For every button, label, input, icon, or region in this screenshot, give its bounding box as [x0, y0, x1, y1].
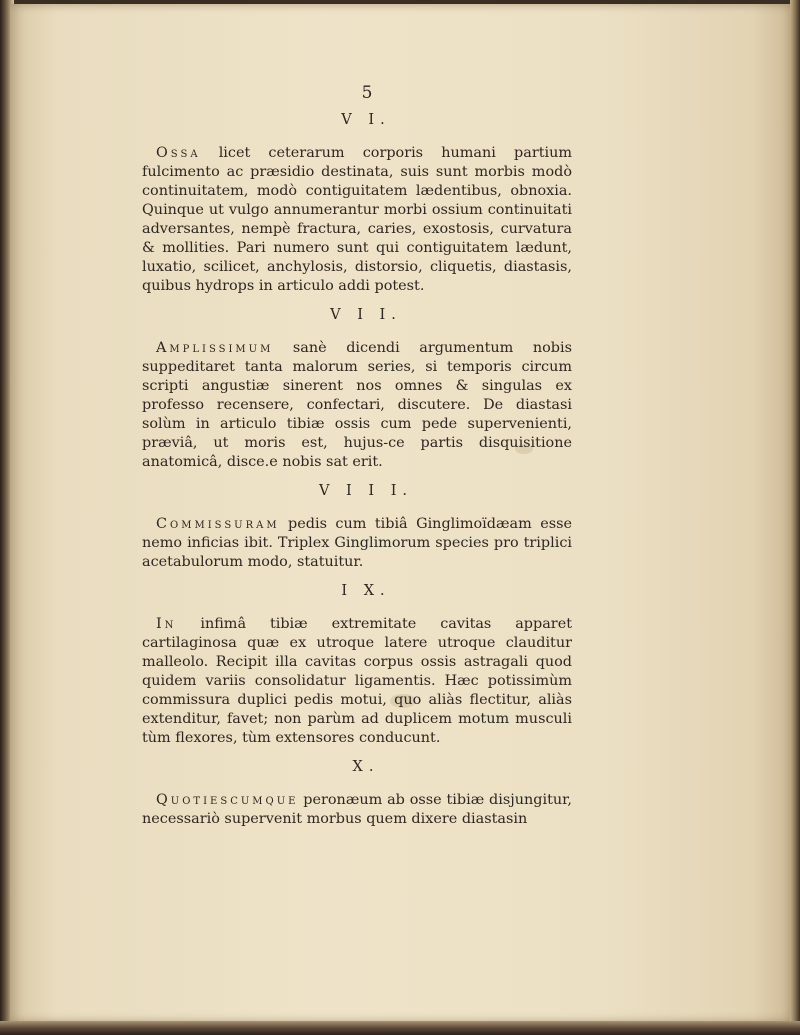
paragraph-vi — [142, 144, 572, 296]
paragraph-body: pedis cum tibiâ Ginglimoïdæam esse nemo inficias ibit. Triplex Ginglimorum species pro triplici acetabulorum modo, statuitur. — [142, 516, 572, 570]
section-heading-vii: V I I. — [330, 307, 402, 323]
section-heading-viii: V I I I. — [318, 483, 414, 499]
paragraph-body: peronæum ab osse tibiæ disjungitur, necessariò supervenit morbus quem dixere diastasin — [142, 792, 572, 827]
lead-word: Commissuram — [156, 516, 280, 532]
page-edge-right — [790, 0, 800, 1035]
paragraph-x — [142, 791, 572, 829]
page-text — [142, 78, 572, 839]
section-heading-vi: V I. — [341, 112, 391, 128]
page-number: 5 — [361, 83, 373, 103]
section-heading-ix: I X. — [341, 583, 391, 599]
paragraph-body: sanè dicendi argumentum nobis suppeditaret tanta malorum series, si temporis circum scripti angustiæ sinerent nos omnes & singulas ex professo recensere, confectari, discutere. De diastasi solùm in articulo tibiæ ossis cum pede supervenienti, præviâ, ut moris est, hujus-ce partis disquisitione anatomicâ, disce.e nobis sat erit. — [142, 340, 572, 470]
page-edge-bottom — [0, 1021, 800, 1035]
paragraph-vii — [142, 339, 572, 472]
lead-word: In — [156, 616, 177, 632]
paragraph-body: infimâ tibiæ extremitate cavitas apparet cartilaginosa quæ ex utroque latere utroque clauditur malleolo. Recipit illa cavitas corpus ossis astragali quod quidem variis consolidatur ligamentis. Hæc potissimùm commissura duplici pedis motui, quo aliàs flectitur, aliàs extenditur, favet; non parùm ad duplicem motum musculi tùm flexores, tùm extensores conducunt. — [142, 616, 572, 746]
lead-word: Quotiescumque — [156, 792, 299, 808]
lead-word: Amplissimum — [156, 340, 274, 356]
lead-word: Ossa — [156, 145, 201, 161]
paragraph-body: licet ceterarum corporis humani partium fulcimento ac præsidio destinata, suis sunt morbis modò continuitatem, modò contiguitatem lædentibus, obnoxia. Quinque ut vulgo annumerantur morbi ossium continuitati adversantes, nempè fractura, caries, exostosis, curvatura & mollities. Pari numero sunt qui contiguitatem lædunt, luxatio, scilicet, anchylosis, distorsio, cliquetis, diastasis, quibus hydrops in articulo addi potest. — [142, 145, 572, 294]
paragraph-ix — [142, 615, 572, 748]
section-heading-x: X. — [352, 759, 380, 775]
paragraph-viii — [142, 515, 572, 572]
